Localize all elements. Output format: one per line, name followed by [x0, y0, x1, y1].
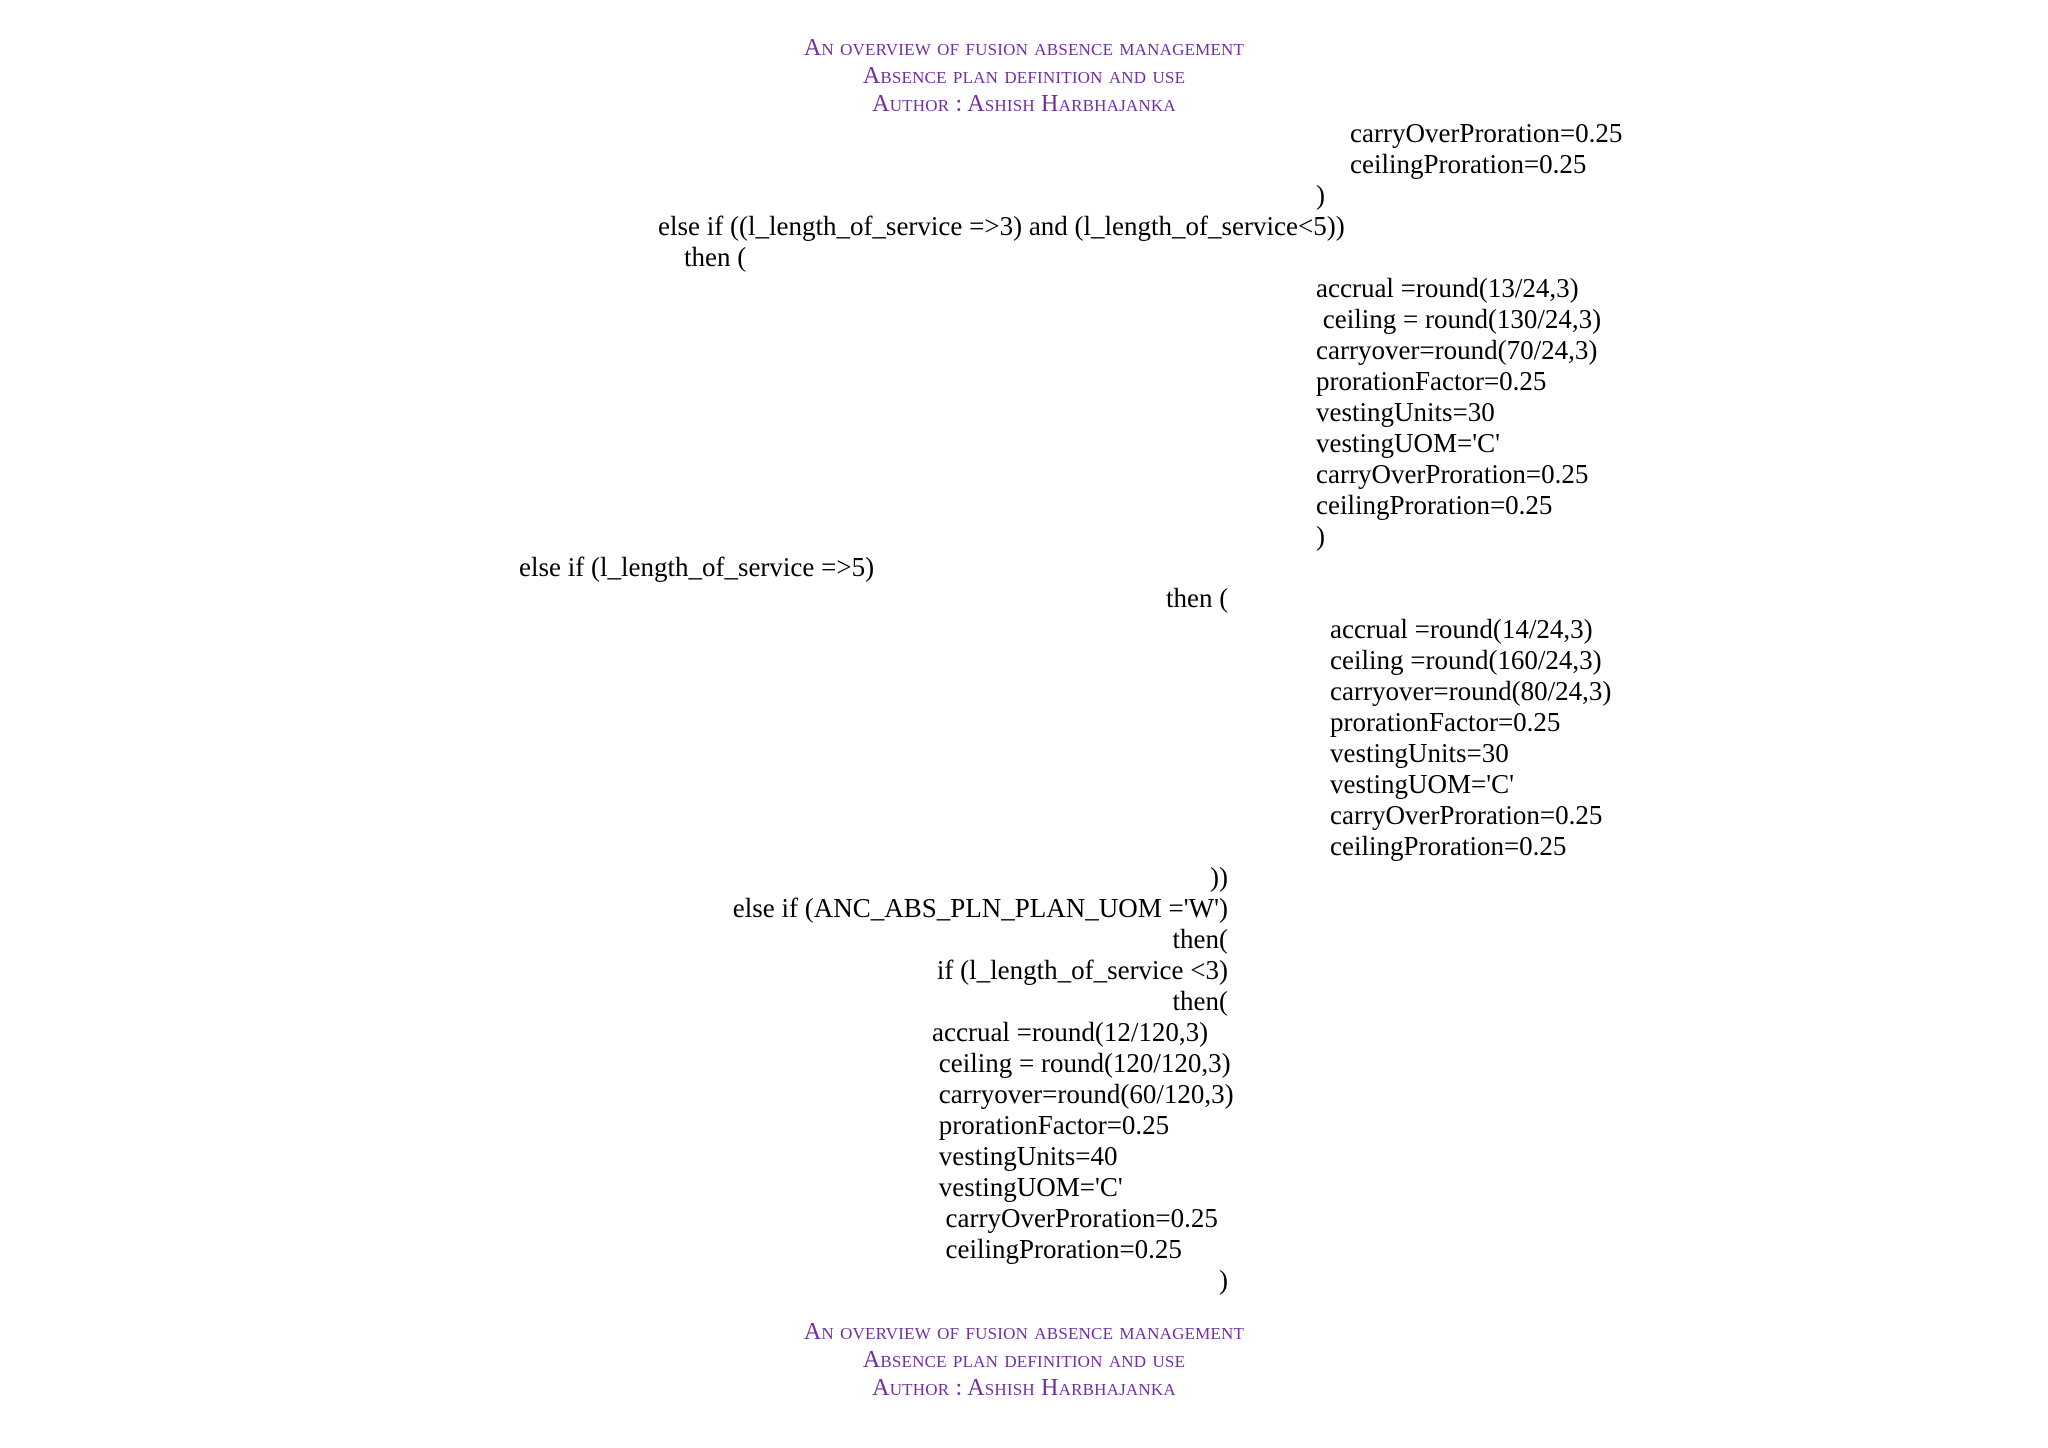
code-line: ) [1316, 521, 1325, 551]
page-header [0, 34, 2048, 118]
code-line: carryOverProration=0.25 [1330, 800, 1603, 830]
code-line: then( [1172, 986, 1228, 1016]
code-line: ) [1316, 180, 1325, 210]
code-line: carryover=round(60/120,3) [932, 1079, 1234, 1109]
code-line: then( [1172, 924, 1228, 954]
footer-subtitle: Absence plan definition and use [862, 1347, 1186, 1373]
code-line: ceilingProration=0.25 [932, 1234, 1182, 1264]
code-line: carryOverProration=0.25 [1350, 118, 1623, 148]
code-line: accrual =round(12/120,3) [932, 1017, 1209, 1047]
code-line: ceilingProration=0.25 [1330, 831, 1567, 861]
header-subtitle: Absence plan definition and use [862, 63, 1186, 89]
code-line: vestingUOM='C' [1316, 428, 1500, 458]
code-line: carryover=round(80/24,3) [1330, 676, 1612, 706]
page-footer [0, 1318, 2048, 1402]
code-line: prorationFactor=0.25 [1316, 366, 1547, 396]
code-line: else if ((l_length_of_service =>3) and (l_length_of_service<5)) [658, 211, 1345, 241]
code-line: else if (ANC_ABS_PLN_PLAN_UOM ='W') [732, 893, 1228, 923]
code-line: prorationFactor=0.25 [932, 1110, 1170, 1140]
code-line: carryOverProration=0.25 [1316, 459, 1589, 489]
code-line: then ( [684, 242, 747, 272]
code-line: if (l_length_of_service <3) [936, 955, 1228, 985]
code-line: ceiling = round(120/120,3) [932, 1048, 1231, 1078]
code-line: else if (l_length_of_service =>5) [519, 552, 875, 582]
code-line: prorationFactor=0.25 [1330, 707, 1561, 737]
code-line: ) [1219, 1265, 1228, 1295]
code-line: vestingUnits=30 [1316, 397, 1495, 427]
code-line: carryover=round(70/24,3) [1316, 335, 1598, 365]
code-line: vestingUnits=40 [932, 1141, 1118, 1171]
footer-author: Author : Ashish Harbhajanka [872, 1375, 1176, 1401]
code-line: ceilingProration=0.25 [1350, 149, 1587, 179]
code-line: )) [1210, 862, 1228, 892]
code-line: accrual =round(13/24,3) [1316, 273, 1579, 303]
code-line: ceilingProration=0.25 [1316, 490, 1553, 520]
code-line: then ( [1166, 583, 1229, 613]
code-line: vestingUOM='C' [1330, 769, 1514, 799]
code-line: ceiling = round(130/24,3) [1316, 304, 1602, 334]
code-line: carryOverProration=0.25 [932, 1203, 1218, 1233]
code-line: accrual =round(14/24,3) [1330, 614, 1593, 644]
header-author: Author : Ashish Harbhajanka [872, 91, 1176, 117]
header-title: An overview of fusion absence management [803, 35, 1245, 61]
code-line: vestingUnits=30 [1330, 738, 1509, 768]
code-line: vestingUOM='C' [932, 1172, 1123, 1202]
code-line: ceiling =round(160/24,3) [1330, 645, 1602, 675]
footer-title: An overview of fusion absence management [803, 1319, 1245, 1345]
